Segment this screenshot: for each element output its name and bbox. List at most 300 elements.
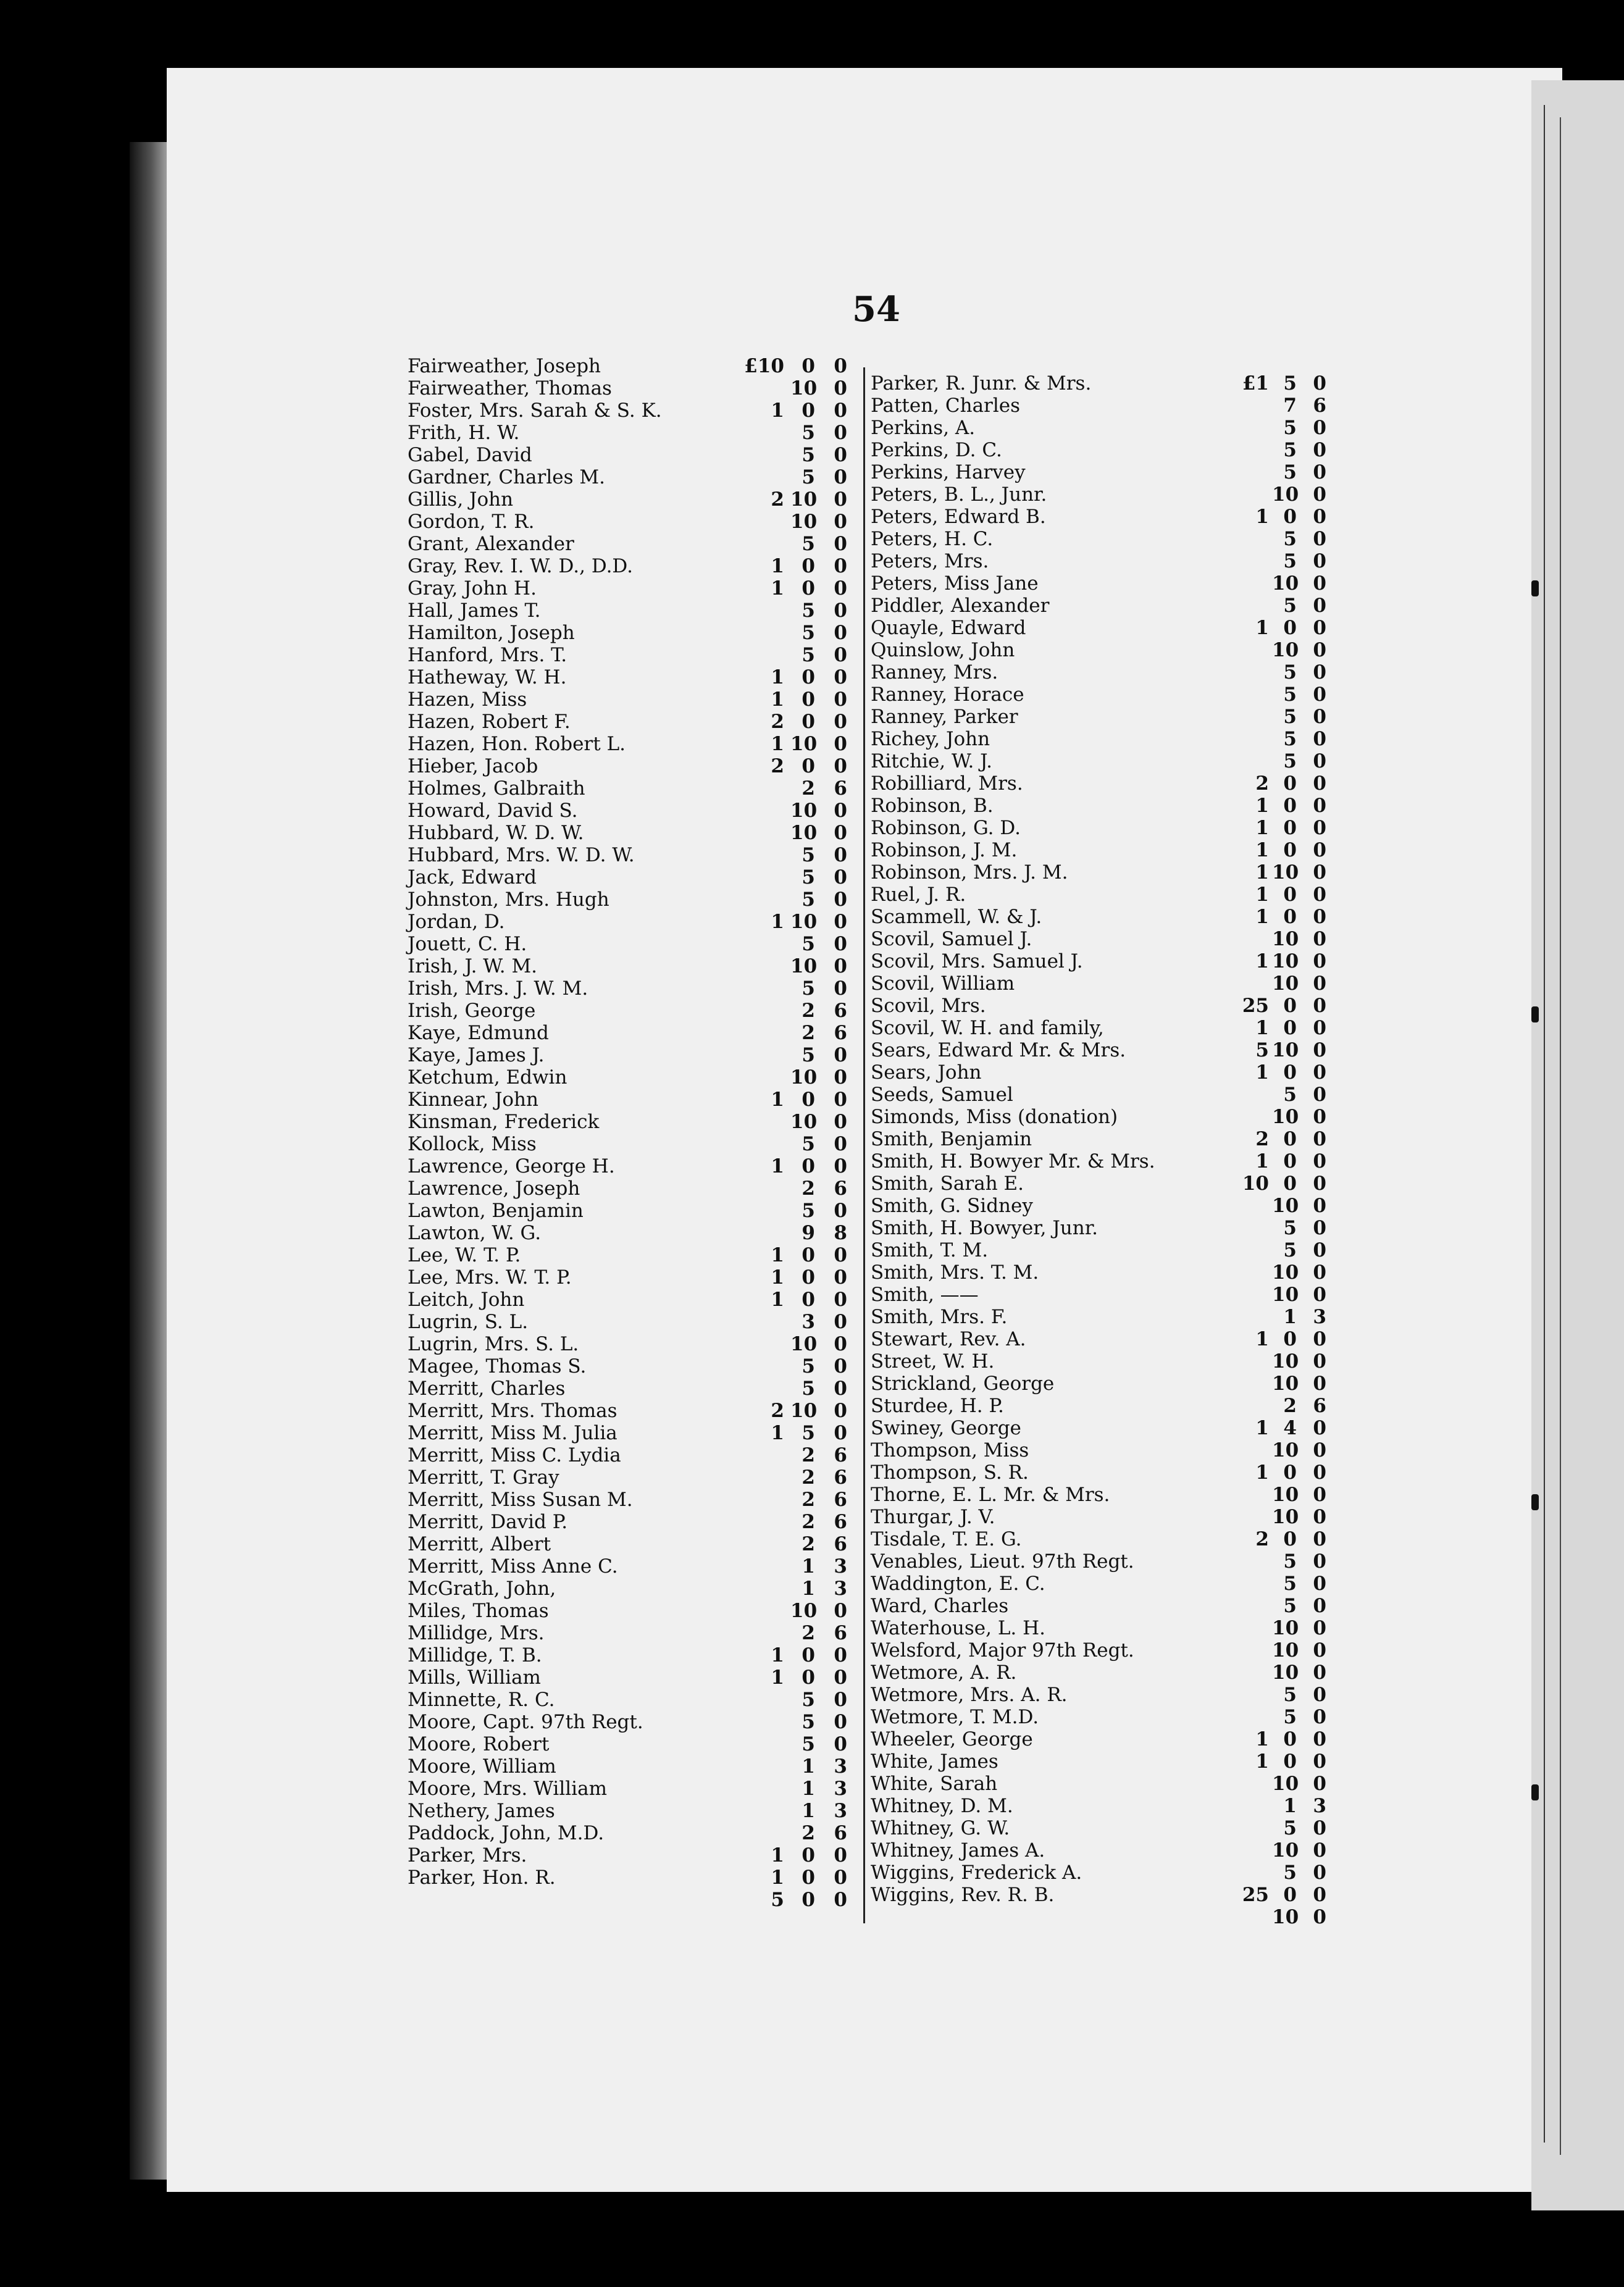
amount-pence: 3 [1313, 1306, 1326, 1328]
amount-shillings: 0 [802, 688, 815, 711]
amount-pence: 0 [834, 1844, 847, 1867]
amount-shillings: 10 [790, 733, 818, 755]
subscriber-row [871, 1461, 1328, 1484]
amount-pounds: 1 [1255, 1750, 1269, 1773]
subscriber-name: Wetmore, A. R. [871, 1662, 1017, 1684]
amount-shillings: 5 [1283, 461, 1297, 483]
amount-shillings: 5 [1283, 1084, 1297, 1106]
subscriber-name: Mills, William [408, 1666, 541, 1689]
subscriber-row [408, 1622, 852, 1644]
subscriber-name: Howard, David S. [408, 800, 578, 822]
amount-shillings: 5 [802, 622, 815, 644]
facing-page-strip [1531, 80, 1624, 2210]
subscriber-row [408, 1578, 852, 1600]
amount-pence: 0 [1313, 1706, 1326, 1728]
amount-pounds: 1 [1255, 1017, 1269, 1039]
amount-pounds: 1 [1255, 884, 1269, 906]
subscriber-name: Jordan, D. [408, 911, 505, 933]
amount-shillings: 0 [1283, 906, 1297, 928]
subscriber-row [408, 955, 852, 977]
amount-shillings: 10 [1272, 1195, 1299, 1217]
subscriber-name: Robinson, G. D. [871, 817, 1021, 839]
subscriber-row [871, 1728, 1328, 1750]
subscriber-row [408, 1644, 852, 1666]
amount-shillings: 5 [802, 1378, 815, 1400]
amount-shillings: 9 [802, 1222, 815, 1244]
amount-pounds: 1 [771, 1422, 784, 1444]
amount-pence: 0 [1313, 928, 1326, 950]
amount-pence: 0 [1313, 1484, 1326, 1506]
column-divider [863, 367, 865, 1923]
amount-shillings: 5 [802, 1044, 815, 1066]
subscriber-name: Lee, W. T. P. [408, 1244, 521, 1266]
amount-shillings: 4 [1283, 1417, 1297, 1439]
subscriber-row [871, 1550, 1328, 1573]
subscriber-row [408, 733, 852, 755]
subscriber-name: Lee, Mrs. W. T. P. [408, 1266, 572, 1289]
amount-shillings: 5 [1283, 417, 1297, 439]
subscriber-name: Gray, John H. [408, 577, 537, 600]
subscriber-row [408, 399, 852, 422]
amount-shillings: 10 [790, 1111, 818, 1133]
subscriber-row [871, 1617, 1328, 1639]
subscriber-name: Peters, H. C. [871, 528, 994, 550]
subscriber-name: Ruel, J. R. [871, 884, 966, 906]
amount-pence: 0 [834, 622, 847, 644]
subscriber-row [408, 1778, 852, 1800]
amount-pence: 0 [834, 1378, 847, 1400]
amount-shillings: 2 [802, 1622, 815, 1644]
amount-pounds: 1 [771, 1155, 784, 1177]
amount-shillings: 10 [1272, 1639, 1299, 1662]
subscriber-name: Gordon, T. R. [408, 511, 535, 533]
amount-shillings: 0 [1283, 617, 1297, 639]
subscriber-row [408, 377, 852, 399]
subscriber-row [871, 1195, 1328, 1217]
amount-pence: 0 [834, 1266, 847, 1289]
subscriber-row [871, 772, 1328, 795]
amount-pence: 0 [834, 1689, 847, 1711]
amount-pounds: 2 [1255, 1128, 1269, 1150]
amount-shillings: 0 [1283, 1173, 1297, 1195]
amount-shillings: 2 [802, 777, 815, 800]
subscriber-name: Hubbard, Mrs. W. D. W. [408, 844, 635, 866]
subscriber-row [871, 417, 1328, 439]
subscriber-name: Hazen, Hon. Robert L. [408, 733, 626, 755]
amount-pounds: 1 [1255, 817, 1269, 839]
amount-pounds: 1 [1255, 617, 1269, 639]
subscriber-row [871, 1306, 1328, 1328]
subscriber-row [871, 1150, 1328, 1173]
amount-pounds: £10 [744, 355, 784, 377]
amount-pence: 0 [834, 577, 847, 600]
subscriber-row [871, 1773, 1328, 1795]
subscriber-name: Wheeler, George [871, 1728, 1033, 1750]
amount-shillings: 0 [802, 1644, 815, 1666]
amount-pence: 0 [1313, 772, 1326, 795]
subscriber-row [871, 706, 1328, 728]
subscriber-row [871, 1573, 1328, 1595]
subscriber-name: Parker, R. Junr. & Mrs. [871, 372, 1092, 395]
amount-pounds: 1 [1255, 1461, 1269, 1484]
subscriber-name: Kinnear, John [408, 1089, 538, 1111]
subscriber-name: Thurgar, J. V. [871, 1506, 995, 1528]
subscriber-row [871, 1795, 1328, 1817]
amount-pounds: 1 [1255, 795, 1269, 817]
amount-shillings: 5 [1283, 439, 1297, 461]
subscriber-name: Smith, —— [871, 1284, 979, 1306]
subscriber-row [408, 1444, 852, 1466]
subscriber-row [408, 1400, 852, 1422]
subscriber-name: Wetmore, T. M.D. [871, 1706, 1039, 1728]
subscriber-name: McGrath, John, [408, 1578, 556, 1600]
subscriber-name: Moore, Mrs. William [408, 1778, 607, 1800]
subscriber-row [408, 577, 852, 600]
amount-pence: 0 [1313, 906, 1326, 928]
amount-pence: 0 [1313, 1573, 1326, 1595]
subscriber-name: Irish, J. W. M. [408, 955, 538, 977]
amount-pounds: 1 [1255, 1061, 1269, 1084]
subscriber-name: Nethery, James [408, 1800, 555, 1822]
amount-pounds: 1 [771, 1266, 784, 1289]
subscriber-name: Simonds, Miss (donation) [871, 1106, 1118, 1128]
subscriber-row [871, 861, 1328, 884]
amount-shillings: 5 [802, 888, 815, 911]
subscriber-name: Ketchum, Edwin [408, 1066, 567, 1089]
amount-pence: 0 [834, 355, 847, 377]
subscriber-row [408, 1266, 852, 1289]
amount-pence: 0 [1313, 1173, 1326, 1195]
amount-pence: 3 [834, 1800, 847, 1822]
subscriber-row [408, 777, 852, 800]
subscriber-row [871, 1884, 1328, 1906]
subscriber-name: Parker, Hon. R. [408, 1867, 556, 1889]
subscriber-row [408, 1089, 852, 1111]
amount-pence: 0 [1313, 1373, 1326, 1395]
amount-pence: 0 [1313, 750, 1326, 772]
amount-shillings: 10 [790, 822, 818, 844]
amount-pounds: 10 [1242, 1173, 1269, 1195]
subscriber-row [871, 1639, 1328, 1662]
subscriber-row [408, 866, 852, 888]
amount-shillings: 0 [1283, 995, 1297, 1017]
amount-pence: 0 [834, 1733, 847, 1755]
amount-shillings: 5 [802, 1689, 815, 1711]
subscriber-row [408, 822, 852, 844]
subscriber-name: Robilliard, Mrs. [871, 772, 1023, 795]
subscriber-name: Whitney, D. M. [871, 1795, 1013, 1817]
amount-pence: 0 [1313, 1150, 1326, 1173]
amount-pence: 0 [834, 555, 847, 577]
amount-pence: 0 [1313, 439, 1326, 461]
amount-pence: 0 [1313, 817, 1326, 839]
amount-shillings: 5 [1283, 528, 1297, 550]
subscriber-name: Minnette, R. C. [408, 1689, 555, 1711]
amount-pounds: 1 [771, 911, 784, 933]
subscriber-name: Ranney, Mrs. [871, 661, 998, 684]
amount-pence: 0 [1313, 1417, 1326, 1439]
amount-pence: 6 [834, 1177, 847, 1200]
amount-pence: 3 [834, 1755, 847, 1778]
subscriber-name: Leitch, John [408, 1289, 525, 1311]
subscriber-name: Sears, John [871, 1061, 982, 1084]
subscriber-row [408, 1289, 852, 1311]
amount-shillings: 0 [802, 577, 815, 600]
amount-shillings: 10 [1272, 1439, 1299, 1461]
amount-shillings: 1 [802, 1578, 815, 1600]
amount-shillings: 5 [802, 533, 815, 555]
amount-shillings: 5 [1283, 372, 1297, 395]
subscriber-name: Perkins, A. [871, 417, 976, 439]
subscriber-name: Smith, Mrs. F. [871, 1306, 1008, 1328]
subscriber-name: Tisdale, T. E. G. [871, 1528, 1022, 1550]
amount-pounds: 1 [771, 1844, 784, 1867]
amount-pounds: 1 [771, 1867, 784, 1889]
subscriber-name: Irish, Mrs. J. W. M. [408, 977, 588, 1000]
subscriber-row [871, 1173, 1328, 1195]
subscriber-row [408, 1044, 852, 1066]
subscriber-name: Paddock, John, M.D. [408, 1822, 605, 1844]
amount-shillings: 10 [1272, 1773, 1299, 1795]
subscriber-name: Ward, Charles [871, 1595, 1009, 1617]
amount-pence: 0 [1313, 1617, 1326, 1639]
amount-shillings: 1 [1283, 1306, 1297, 1328]
amount-shillings: 0 [1283, 1328, 1297, 1350]
amount-shillings: 1 [802, 1755, 815, 1778]
subscriber-row [871, 1484, 1328, 1506]
binding-knot [1531, 1006, 1539, 1022]
amount-shillings: 5 [1283, 595, 1297, 617]
subscriber-row [871, 639, 1328, 661]
amount-shillings: 10 [1272, 861, 1299, 884]
amount-pence: 0 [834, 1244, 847, 1266]
subscriber-name: Sturdee, H. P. [871, 1395, 1004, 1417]
amount-shillings: 10 [1272, 572, 1299, 595]
amount-shillings: 0 [1283, 1884, 1297, 1906]
subscriber-row [408, 511, 852, 533]
subscriber-name: Moore, Capt. 97th Regt. [408, 1711, 643, 1733]
amount-pence: 0 [1313, 1862, 1326, 1884]
amount-shillings: 0 [802, 355, 815, 377]
amount-pence: 0 [1313, 1595, 1326, 1617]
subscriber-row [408, 1133, 852, 1155]
subscriber-name: Smith, H. Bowyer Mr. & Mrs. [871, 1150, 1155, 1173]
amount-pence: 0 [1313, 1906, 1326, 1928]
subscriber-name: Quayle, Edward [871, 617, 1026, 639]
subscriber-name: Grant, Alexander [408, 533, 574, 555]
amount-pence: 0 [1313, 1328, 1326, 1350]
amount-shillings: 10 [1272, 639, 1299, 661]
amount-pence: 0 [834, 1355, 847, 1378]
subscriber-row [871, 795, 1328, 817]
subscriber-row [871, 1217, 1328, 1239]
amount-pence: 0 [1313, 417, 1326, 439]
amount-shillings: 5 [802, 1200, 815, 1222]
subscriber-name: Gray, Rev. I. W. D., D.D. [408, 555, 634, 577]
amount-pence: 0 [834, 1666, 847, 1689]
subscriber-row [408, 1244, 852, 1266]
subscriber-name: Sears, Edward Mr. & Mrs. [871, 1039, 1126, 1061]
subscriber-row [871, 483, 1328, 506]
amount-shillings: 0 [1283, 1528, 1297, 1550]
subscriber-row [408, 488, 852, 511]
page-number: 54 [852, 289, 900, 330]
subscriber-name: White, James [871, 1750, 998, 1773]
subscriber-row [408, 1844, 852, 1867]
amount-shillings: 10 [790, 511, 818, 533]
amount-shillings: 10 [1272, 972, 1299, 995]
subscriber-name: Lawrence, George H. [408, 1155, 615, 1177]
subscriber-row [871, 1350, 1328, 1373]
subscriber-row [408, 355, 852, 377]
subscriber-name: Whitney, G. W. [871, 1817, 1010, 1839]
amount-pounds: 5 [771, 1889, 784, 1911]
amount-shillings: 2 [802, 1444, 815, 1466]
subscriber-name: Smith, Mrs. T. M. [871, 1261, 1039, 1284]
amount-pence: 3 [1313, 1795, 1326, 1817]
amount-pounds: 1 [771, 577, 784, 600]
amount-pence: 0 [1313, 1217, 1326, 1239]
subscriber-name: Parker, Mrs. [408, 1844, 527, 1867]
subscriber-name: Gillis, John [408, 488, 514, 511]
binding-knot [1531, 580, 1539, 596]
amount-shillings: 10 [790, 1066, 818, 1089]
amount-shillings: 5 [1283, 1862, 1297, 1884]
subscriber-row [871, 817, 1328, 839]
amount-pence: 3 [834, 1555, 847, 1578]
amount-shillings: 0 [802, 1266, 815, 1289]
subscriber-row [871, 1328, 1328, 1350]
amount-pence: 0 [834, 1644, 847, 1666]
amount-shillings: 0 [1283, 1061, 1297, 1084]
subscriber-row [408, 1222, 852, 1244]
amount-pence: 0 [1313, 1195, 1326, 1217]
amount-shillings: 0 [1283, 1461, 1297, 1484]
subscriber-name: Kollock, Miss [408, 1133, 537, 1155]
amount-shillings: 10 [790, 955, 818, 977]
amount-pounds: 1 [771, 1666, 784, 1689]
subscriber-row [871, 1595, 1328, 1617]
amount-pence: 6 [834, 1444, 847, 1466]
amount-pence: 0 [1313, 972, 1326, 995]
subscriber-name: Foster, Mrs. Sarah & S. K. [408, 399, 662, 422]
amount-shillings: 10 [1272, 1906, 1299, 1928]
amount-pence: 0 [834, 955, 847, 977]
amount-pounds: 1 [1255, 1417, 1269, 1439]
subscriber-row [871, 1817, 1328, 1839]
amount-pence: 0 [1313, 1350, 1326, 1373]
subscriber-row [408, 1066, 852, 1089]
amount-shillings: 5 [802, 1133, 815, 1155]
subscriber-name: Peters, Miss Jane [871, 572, 1039, 595]
subscriber-name: Strickland, George [871, 1373, 1055, 1395]
amount-pence: 0 [834, 911, 847, 933]
subscriber-row [871, 1662, 1328, 1684]
amount-pence: 0 [1313, 550, 1326, 572]
amount-shillings: 10 [790, 800, 818, 822]
binding-thread [1544, 105, 1545, 2143]
amount-pence: 0 [834, 1333, 847, 1355]
amount-pence: 0 [1313, 461, 1326, 483]
subscriber-row [871, 972, 1328, 995]
amount-pence: 0 [834, 1400, 847, 1422]
subscriber-row [408, 1177, 852, 1200]
amount-pounds: 1 [1255, 950, 1269, 972]
subscriber-name: Scovil, William [871, 972, 1015, 995]
amount-shillings: 5 [802, 1711, 815, 1733]
subscriber-name: Seeds, Samuel [871, 1084, 1013, 1106]
subscriber-row [871, 884, 1328, 906]
subscriber-name: Stewart, Rev. A. [871, 1328, 1026, 1350]
amount-pence: 0 [1313, 728, 1326, 750]
amount-pence: 0 [834, 1044, 847, 1066]
amount-pence: 0 [834, 977, 847, 1000]
subscriber-row [408, 1533, 852, 1555]
subscriber-name: Scovil, Mrs. Samuel J. [871, 950, 1083, 972]
amount-shillings: 10 [1272, 1106, 1299, 1128]
subscriber-row [871, 395, 1328, 417]
amount-shillings: 2 [802, 1466, 815, 1489]
subscriber-row [408, 1311, 852, 1333]
amount-shillings: 5 [1283, 1239, 1297, 1261]
amount-pence: 0 [1313, 1017, 1326, 1039]
amount-shillings: 0 [1283, 1150, 1297, 1173]
amount-shillings: 0 [802, 711, 815, 733]
amount-pounds: 25 [1242, 1884, 1269, 1906]
subscriber-row [871, 617, 1328, 639]
amount-shillings: 0 [802, 666, 815, 688]
subscriber-name: Merritt, David P. [408, 1511, 568, 1533]
amount-shillings: 0 [802, 1889, 815, 1911]
amount-pence: 0 [1313, 684, 1326, 706]
amount-pence: 0 [1313, 1284, 1326, 1306]
subscriber-row [871, 750, 1328, 772]
subscriber-name: Jack, Edward [408, 866, 537, 888]
amount-pence: 0 [834, 800, 847, 822]
subscriber-name: Gabel, David [408, 444, 532, 466]
amount-shillings: 0 [1283, 1017, 1297, 1039]
amount-shillings: 2 [802, 1511, 815, 1533]
subscriber-row [871, 728, 1328, 750]
subscriber-row [408, 1755, 852, 1778]
amount-pence: 6 [834, 1489, 847, 1511]
amount-shillings: 5 [1283, 1706, 1297, 1728]
amount-pence: 0 [1313, 506, 1326, 528]
subscriber-row [871, 1373, 1328, 1395]
amount-pence: 0 [834, 600, 847, 622]
subscriber-name: Scovil, Samuel J. [871, 928, 1032, 950]
subscriber-row [408, 444, 852, 466]
subscriber-row [408, 1489, 852, 1511]
amount-pence: 0 [834, 466, 847, 488]
subscriber-name: Merritt, Mrs. Thomas [408, 1400, 617, 1422]
subscriber-row [871, 1506, 1328, 1528]
subscriber-row [871, 1395, 1328, 1417]
subscriber-row [408, 1555, 852, 1578]
amount-pence: 0 [834, 488, 847, 511]
subscriber-name: Moore, William [408, 1755, 556, 1778]
amount-shillings: 10 [1272, 1373, 1299, 1395]
amount-pence: 0 [834, 1200, 847, 1222]
amount-shillings: 10 [1272, 950, 1299, 972]
subscriber-name: Smith, H. Bowyer, Junr. [871, 1217, 1099, 1239]
subscriber-row [408, 1355, 852, 1378]
subscriber-name: Perkins, Harvey [871, 461, 1026, 483]
amount-pence: 0 [834, 888, 847, 911]
subscriber-row [871, 1261, 1328, 1284]
amount-pence: 0 [834, 1289, 847, 1311]
amount-shillings: 5 [1283, 550, 1297, 572]
